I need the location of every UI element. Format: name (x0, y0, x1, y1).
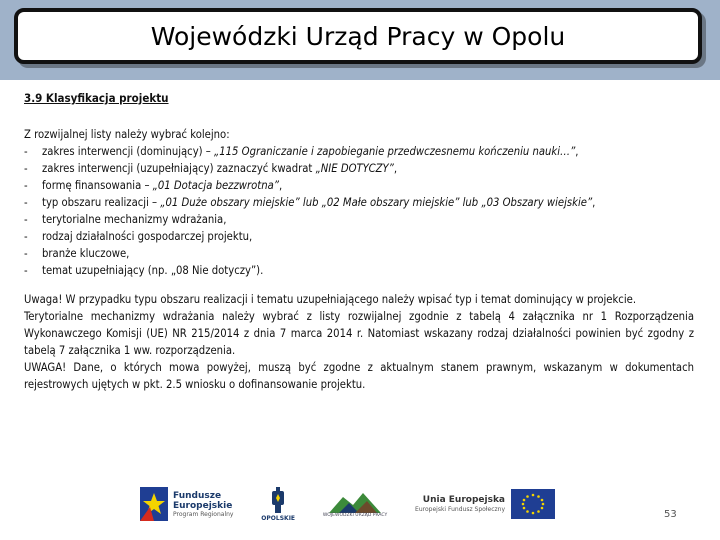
list-item: - zakres interwencji (dominujący) – „115 Ograniczanie i zapobieganie przedwczesnemu kończeniu nauki…”, (24, 143, 694, 160)
title-box (14, 8, 702, 64)
fe-label-3: Program Regionalny (173, 510, 234, 518)
list-item: - formę finansowania – „01 Dotacja bezzwrotna”, (24, 177, 694, 194)
fundusze-europejskie-logo (140, 487, 233, 521)
ue-label-1: Unia Europejska (422, 495, 505, 505)
list-item: - zakres interwencji (uzupełniający) zaznaczyć kwadrat „NIE DOTYCZY”, (24, 160, 694, 177)
wup-mountain-icon (329, 491, 381, 513)
page-number: 53 (664, 509, 677, 520)
page-title: Wojewódzki Urząd Pracy w Opolu (150, 21, 566, 51)
opolskie-label: OPOLSKIE (261, 514, 296, 522)
opolskie-crest-icon (269, 487, 287, 513)
opolskie-logo (261, 487, 295, 522)
ue-label-2: Europejski Fundusz Społeczny (415, 506, 505, 513)
section-heading: 3.9 Klasyfikacja projektu (24, 91, 169, 105)
content-area (24, 90, 694, 393)
list-item: - terytorialne mechanizmy wdrażania, (24, 211, 694, 228)
note-paragraph: Uwaga! W przypadku typu obszaru realizacji i tematu uzupełniającego należy wpisać typ i temat dominujący w projekcie. (24, 293, 637, 306)
list-item: - branże kluczowe, (24, 245, 694, 262)
list-item: - rodzaj działalności gospodarczej projektu, (24, 228, 694, 245)
unia-europejska-logo (415, 489, 555, 519)
list-item: - temat uzupełniający (np. „08 Nie dotyczy”). (24, 262, 694, 279)
notes-block (24, 291, 694, 393)
eu-flag-icon (511, 489, 555, 519)
list-item: - typ obszaru realizacji – „01 Duże obszary miejskie” lub „02 Małe obszary miejskie” lub „03 Obszary wiejskie”, (24, 194, 694, 211)
note-paragraph: UWAGA! Dane, o których mowa powyżej, muszą być zgodne z aktualnym stanem prawnym, wskazanym w dokumentach rejestrowych ujętych w pkt. 2.5 wniosku o dofinansowanie projektu. (24, 361, 694, 391)
fe-label-2: Europejskie (173, 500, 233, 511)
wup-logo (323, 491, 387, 518)
intro-text: Z rozwijalnej listy należy wybrać kolejno: (24, 128, 230, 141)
wup-label: WOJEWÓDZKI URZĄD PRACY (322, 512, 388, 518)
fe-star-icon (140, 487, 168, 521)
note-paragraph: Terytorialne mechanizmy wdrażania należy wybrać z listy rozwijalnej zgodnie z tabelą 4 załącznika nr 1 Rozporządzenia Wykonawczego Komisji (UE) NR 215/2014 z dnia 7 marca 2014 r. Natomiast wskazany rodzaj działalności powinien być zgodny z tabelą 7 załącznika 1 ww. rozporządzenia. (24, 310, 694, 357)
fe-label-1: Fundusze (173, 490, 222, 501)
footer-logos (140, 478, 555, 530)
steps-list (24, 143, 694, 279)
